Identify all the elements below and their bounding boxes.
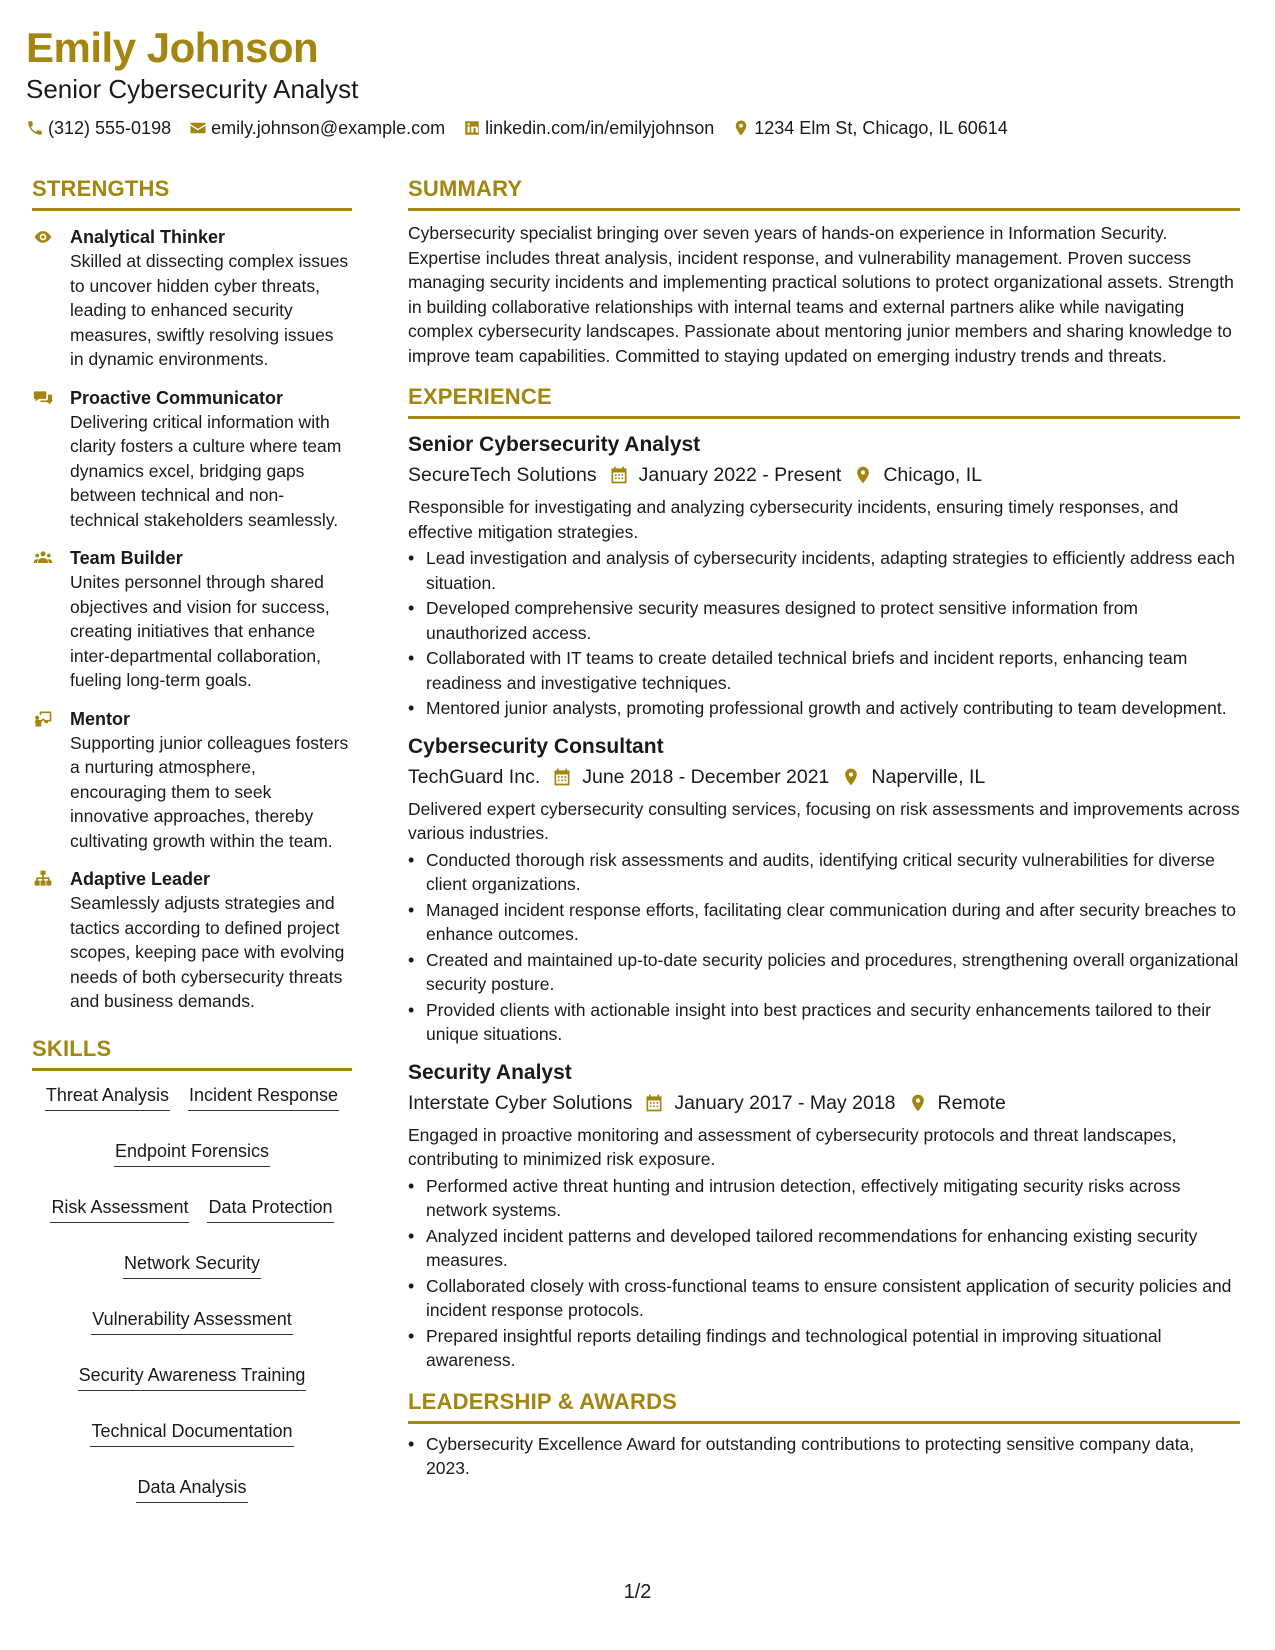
job-bullet: • Analyzed incident patterns and developed tailored recommendations for enhancing existing security measures. (408, 1224, 1240, 1273)
resume-header (26, 22, 1256, 140)
skill-tag: Risk Assessment (50, 1195, 189, 1223)
job-bullet: • Prepared insightful reports detailing findings and technological potential in improving situational awareness. (408, 1324, 1240, 1373)
job-meta (408, 763, 1240, 791)
job-location: Remote (937, 1091, 1006, 1114)
contact-email[interactable] (189, 116, 445, 140)
skill-tag: Incident Response (188, 1083, 339, 1111)
strength-title: Team Builder (70, 548, 183, 568)
job-bullet: • Lead investigation and analysis of cybersecurity incidents, adapting strategies to efficiently address each situation. (408, 546, 1240, 595)
leadership-heading: LEADERSHIP & AWARDS (408, 1389, 1240, 1424)
candidate-role: Senior Cybersecurity Analyst (26, 74, 359, 104)
skills-list (32, 1083, 352, 1503)
strength-title: Adaptive Leader (70, 869, 211, 889)
job-company: SecureTech Solutions (408, 464, 597, 486)
email-text: emily.johnson@example.com (211, 118, 446, 138)
skill-tag: Network Security (123, 1251, 261, 1279)
strength-item (32, 225, 352, 372)
strength-item (32, 386, 352, 533)
job-bullets (408, 546, 1240, 721)
skill-tag: Threat Analysis (45, 1083, 170, 1111)
address-text: 1234 Elm St, Chicago, IL 60614 (754, 118, 1008, 138)
job-bullet: • Conducted thorough risk assessments and audits, identifying critical security vulnerabilities for diverse client organizations. (408, 848, 1240, 897)
job-bullet: • Managed incident response efforts, facilitating clear communication during and after security breaches to enhance outcomes. (408, 898, 1240, 947)
job-entry (408, 1059, 1240, 1373)
skill-tag: Data Analysis (136, 1475, 247, 1503)
job-bullet: • Collaborated closely with cross-functional teams to ensure consistent application of security policies and incident response protocols. (408, 1274, 1240, 1323)
job-bullets (408, 1174, 1240, 1373)
strength-title: Proactive Communicator (70, 387, 284, 408)
job-company: Interstate Cyber Solutions (408, 1091, 633, 1114)
users-icon (32, 548, 54, 568)
calendar-icon (552, 767, 572, 787)
job-bullets (408, 848, 1240, 1047)
strength-desc: Unites personnel through shared objectives and vision for success, creating initiatives that enhance inter-departmental collaboration, fueling long-term goals. (70, 572, 330, 690)
right-column (408, 176, 1240, 1482)
job-bullet: • Performed active threat hunting and intrusion detection, effectively mitigating security risks across network systems. (408, 1174, 1240, 1223)
comments-icon (32, 388, 54, 408)
experience-heading: EXPERIENCE (408, 384, 1240, 419)
strength-title: Analytical Thinker (70, 227, 226, 247)
phone-icon (26, 119, 44, 137)
job-company: TechGuard Inc. (408, 765, 541, 788)
calendar-icon (644, 1093, 664, 1113)
job-title: Cybersecurity Consultant (408, 734, 664, 758)
strength-item (32, 867, 352, 1014)
job-description: Responsible for investigating and analyzing cybersecurity incidents, ensuring timely responses, and effective mitigation strategies. (408, 497, 1179, 542)
award-item: • Cybersecurity Excellence Award for outstanding contributions to protecting sensitive company data, 2023. (408, 1432, 1240, 1481)
job-bullet: • Mentored junior analysts, promoting professional growth and actively contributing to team development. (408, 696, 1240, 721)
strength-item (32, 707, 352, 854)
job-dates: January 2022 - Present (638, 464, 842, 486)
job-description: Delivered expert cybersecurity consulting services, focusing on risk assessments and improvements across various industries. (408, 798, 1240, 843)
left-column (32, 176, 352, 1503)
skill-tag: Security Awareness Training (78, 1363, 307, 1391)
job-bullet: • Created and maintained up-to-date security policies and procedures, strengthening overall organizational security posture. (408, 948, 1240, 997)
strength-desc: Supporting junior colleagues fosters a nurturing atmosphere, encouraging them to seek innovative approaches, thereby cultivating growth within the team. (70, 732, 349, 851)
leadership-list (408, 1432, 1240, 1481)
job-description: Engaged in proactive monitoring and assessment of cybersecurity protocols and threat landscapes, contributing to minimized risk exposure. (408, 1124, 1177, 1169)
job-dates: June 2018 - December 2021 (582, 765, 830, 788)
calendar-icon (609, 465, 629, 485)
map-marker-icon (908, 1093, 928, 1113)
strength-desc: Delivering critical information with clarity fosters a culture where team dynamics excel, bridging gaps between technical and non-technical stakeholders seamlessly. (70, 411, 342, 530)
skill-tag: Technical Documentation (90, 1419, 293, 1447)
eye-icon (32, 227, 54, 247)
map-marker-icon (841, 767, 861, 787)
job-entry (408, 431, 1240, 721)
contact-linkedin[interactable] (463, 116, 714, 140)
phone-text: (312) 555-0198 (48, 118, 172, 138)
strengths-heading: STRENGTHS (32, 176, 352, 211)
job-bullet: • Developed comprehensive security measures designed to protect sensitive information from unauthorized access. (408, 596, 1240, 645)
map-marker-icon (732, 119, 750, 137)
envelope-icon (189, 119, 207, 137)
job-title: Security Analyst (408, 1060, 572, 1084)
linkedin-icon (463, 119, 481, 137)
strength-title: Mentor (70, 708, 130, 729)
job-meta (408, 461, 1240, 489)
page-number: 1/2 (623, 1581, 652, 1603)
job-location: Chicago, IL (883, 464, 982, 486)
summary-heading: SUMMARY (408, 176, 1240, 211)
strength-item (32, 546, 352, 693)
map-marker-icon (853, 465, 873, 485)
candidate-name: Emily Johnson (26, 24, 319, 71)
sitemap-icon (32, 869, 54, 889)
strength-desc: Seamlessly adjusts strategies and tactics according to defined project scopes, keeping pace with evolving needs of both cybersecurity threats and business demands. (70, 893, 345, 1011)
job-bullet: • Collaborated with IT teams to create detailed technical briefs and incident reports, enhancing team readiness and investigative techniques. (408, 646, 1240, 695)
summary-text: Cybersecurity specialist bringing over seven years of hands-on experience in Information Security. Expertise includes threat analysis, incident response, and vulnerability management. Proven success managing security incidents and implementing practical solutions to protect organizational assets. Strength in building collaborative relationships with internal teams and external partners alike while navigating complex cybersecurity landscapes. Passionate about mentoring junior members and sharing knowledge to improve team capabilities. Committed to staying updated on emerging industry trends and threats. (408, 223, 1234, 366)
job-meta (408, 1089, 1240, 1117)
job-title: Senior Cybersecurity Analyst (408, 433, 701, 456)
contact-phone[interactable] (26, 116, 171, 140)
skill-tag: Endpoint Forensics (114, 1139, 270, 1167)
job-bullet: • Provided clients with actionable insight into best practices and security enhancements tailored to their unique situations. (408, 998, 1240, 1047)
contact-address (732, 116, 1008, 140)
chalkboard-teacher-icon (32, 709, 54, 729)
job-dates: January 2017 - May 2018 (674, 1091, 896, 1114)
job-entry (408, 733, 1240, 1047)
contact-bar (26, 116, 1256, 140)
skill-tag: Data Protection (207, 1195, 333, 1223)
skills-heading: SKILLS (32, 1036, 352, 1071)
job-location: Naperville, IL (871, 765, 986, 788)
strength-desc: Skilled at dissecting complex issues to uncover hidden cyber threats, leading to enhanced security measures, swiftly resolving issues in dynamic environments. (70, 251, 349, 369)
skill-tag: Vulnerability Assessment (91, 1307, 292, 1335)
linkedin-text: linkedin.com/in/emilyjohnson (485, 118, 715, 138)
